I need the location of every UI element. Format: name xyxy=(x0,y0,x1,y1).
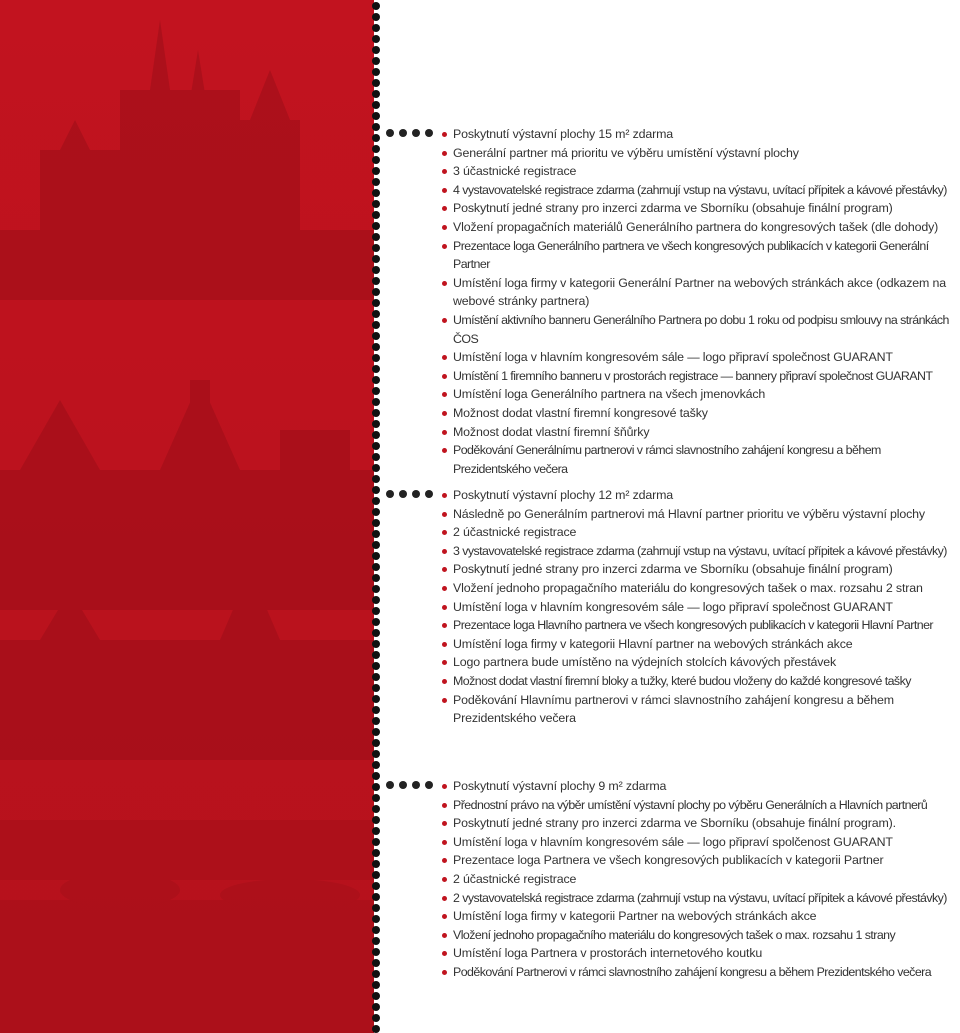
divider-dot xyxy=(372,2,380,10)
divider-dot xyxy=(372,761,380,769)
benefit-list-partner xyxy=(442,777,958,982)
divider-dot xyxy=(372,167,380,175)
list-item: Možnost dodat vlastní firemní šňůrky xyxy=(442,423,958,442)
list-item: Umístění loga Generálního partnera na všech jmenovkách xyxy=(442,385,958,404)
list-item: Vložení jednoho propagačního materiálu do kongresových tašek o max. rozsahu 1 strany xyxy=(442,926,958,945)
benefit-list-main xyxy=(442,486,958,728)
divider-dot xyxy=(372,926,380,934)
divider-dot xyxy=(372,145,380,153)
list-item: Umístění 1 firemního banneru v prostorách registrace — bannery připraví společnost GUARANT xyxy=(442,367,958,386)
divider-dot xyxy=(372,420,380,428)
divider-dot xyxy=(372,706,380,714)
divider-dot xyxy=(372,882,380,890)
divider-dot xyxy=(372,453,380,461)
list-item: 2 účastnické registrace xyxy=(442,870,958,889)
divider-dot xyxy=(372,871,380,879)
divider-dot xyxy=(372,68,380,76)
divider-dot xyxy=(372,893,380,901)
connector-dots-partner xyxy=(386,781,433,789)
divider-dot xyxy=(372,365,380,373)
divider-dot xyxy=(372,739,380,747)
divider-dot xyxy=(372,827,380,835)
list-item: Poskytnutí jedné strany pro inzerci zdarma ve Sborníku (obsahuje finální program). xyxy=(442,814,958,833)
divider-dot xyxy=(372,1025,380,1033)
list-item: Poděkování Partnerovi v rámci slavnostního zahájení kongresu a během Prezidentského večera xyxy=(442,963,958,982)
divider-dot xyxy=(372,24,380,32)
list-item: Poskytnutí výstavní plochy 12 m² zdarma xyxy=(442,486,958,505)
divider-dot xyxy=(372,486,380,494)
list-item: Poděkování Hlavnímu partnerovi v rámci slavnostního zahájení kongresu a během Prezidentského večera xyxy=(442,691,958,728)
divider-dot xyxy=(372,530,380,538)
divider-dot xyxy=(372,13,380,21)
list-item: 2 vystavovatelská registrace zdarma (zahrnují vstup na výstavu, uvítací přípitek a kávové přestávky) xyxy=(442,889,958,908)
divider-dot xyxy=(372,728,380,736)
list-item: Poskytnutí výstavní plochy 15 m² zdarma xyxy=(442,125,958,144)
divider-dot xyxy=(372,90,380,98)
list-item: Poskytnutí výstavní plochy 9 m² zdarma xyxy=(442,777,958,796)
divider-dot xyxy=(372,552,380,560)
divider-dot xyxy=(372,101,380,109)
divider-dot xyxy=(372,981,380,989)
list-item: 2 účastnické registrace xyxy=(442,523,958,542)
divider-dot xyxy=(372,134,380,142)
list-item: Umístění loga v hlavním kongresovém sále — logo připraví společnost GUARANT xyxy=(442,598,958,617)
divider-dot xyxy=(372,860,380,868)
divider-dot xyxy=(372,464,380,472)
list-item: Vložení propagačních materiálů Generálního partnera do kongresových tašek (dle dohody) xyxy=(442,218,958,237)
divider-dot xyxy=(372,508,380,516)
divider-dot xyxy=(372,1014,380,1022)
list-item: Umístění loga firmy v kategorii Generální Partner na webových stránkách akce (odkazem na webové stránky partnera) xyxy=(442,274,958,311)
list-item: Vložení jednoho propagačního materiálu do kongresových tašek o max. rozsahu 2 stran xyxy=(442,579,958,598)
list-item: Přednostní právo na výběr umístění výstavní plochy po výběru Generálních a Hlavních partnerů xyxy=(442,796,958,815)
benefit-list-general xyxy=(442,125,958,478)
divider-dot xyxy=(372,442,380,450)
list-item: Umístění loga firmy v kategorii Hlavní partner na webových stránkách akce xyxy=(442,635,958,654)
divider-dot xyxy=(372,332,380,340)
divider-dot xyxy=(372,475,380,483)
divider-dot xyxy=(372,222,380,230)
divider-dot xyxy=(372,684,380,692)
divider-dot xyxy=(372,431,380,439)
divider-dot xyxy=(372,563,380,571)
divider-dot xyxy=(372,772,380,780)
list-item: 3 účastnické registrace xyxy=(442,162,958,181)
divider-dot xyxy=(372,970,380,978)
divider-dot xyxy=(372,948,380,956)
list-item: Následně po Generálním partnerovi má Hlavní partner prioritu ve výběru výstavní plochy xyxy=(442,505,958,524)
list-item: Umístění loga firmy v kategorii Partner na webových stránkách akce xyxy=(442,907,958,926)
dotted-divider xyxy=(372,0,382,1033)
divider-dot xyxy=(372,409,380,417)
divider-dot xyxy=(372,651,380,659)
divider-dot xyxy=(372,596,380,604)
divider-dot xyxy=(372,574,380,582)
divider-dot xyxy=(372,244,380,252)
divider-dot xyxy=(372,321,380,329)
divider-dot xyxy=(372,112,380,120)
list-item: Umístění loga Partnera v prostorách internetového koutku xyxy=(442,944,958,963)
divider-dot xyxy=(372,695,380,703)
prague-skyline-background xyxy=(0,0,374,1033)
divider-dot xyxy=(372,35,380,43)
list-item: Poskytnutí jedné strany pro inzerci zdarma ve Sborníku (obsahuje finální program) xyxy=(442,199,958,218)
divider-dot xyxy=(372,233,380,241)
list-item: Možnost dodat vlastní firemní kongresové tašky xyxy=(442,404,958,423)
divider-dot xyxy=(372,156,380,164)
list-item: Poskytnutí jedné strany pro inzerci zdarma ve Sborníku (obsahuje finální program) xyxy=(442,560,958,579)
list-item: Umístění loga v hlavním kongresovém sále — logo připraví společnost GUARANT xyxy=(442,348,958,367)
divider-dot xyxy=(372,497,380,505)
list-item: Poděkování Generálnímu partnerovi v rámci slavnostního zahájení kongresu a během Prezidentského večera xyxy=(442,441,958,478)
left-red-panel xyxy=(0,0,374,1033)
divider-dot xyxy=(372,519,380,527)
list-item: 4 vystavovatelské registrace zdarma (zahrnují vstup na výstavu, uvítací přípitek a kávové přestávky) xyxy=(442,181,958,200)
divider-dot xyxy=(372,541,380,549)
divider-dot xyxy=(372,398,380,406)
list-item: Prezentace loga Generálního partnera ve všech kongresových publikacích v kategorii Generální Partner xyxy=(442,237,958,274)
divider-dot xyxy=(372,376,380,384)
list-item: Možnost dodat vlastní firemní bloky a tužky, které budou vloženy do každé kongresové tašky xyxy=(442,672,958,691)
divider-dot xyxy=(372,992,380,1000)
list-item: Umístění aktivního banneru Generálního Partnera po dobu 1 roku od podpisu smlouvy na stránkách ČOS xyxy=(442,311,958,348)
divider-dot xyxy=(372,915,380,923)
list-item: 3 vystavovatelské registrace zdarma (zahrnují vstup na výstavu, uvítací přípitek a kávové přestávky) xyxy=(442,542,958,561)
divider-dot xyxy=(372,673,380,681)
list-item: Umístění loga v hlavním kongresovém sále — logo připraví spolčenost GUARANT xyxy=(442,833,958,852)
divider-dot xyxy=(372,794,380,802)
divider-dot xyxy=(372,310,380,318)
divider-dot xyxy=(372,79,380,87)
list-item: Prezentace loga Hlavního partnera ve všech kongresových publikacích v kategorii Hlavní Partner xyxy=(442,616,958,635)
divider-dot xyxy=(372,640,380,648)
divider-dot xyxy=(372,816,380,824)
divider-dot xyxy=(372,959,380,967)
divider-dot xyxy=(372,277,380,285)
divider-dot xyxy=(372,178,380,186)
divider-dot xyxy=(372,607,380,615)
divider-dot xyxy=(372,904,380,912)
divider-dot xyxy=(372,354,380,362)
list-item: Logo partnera bude umístěno na výdejních stolcích kávových přestávek xyxy=(442,653,958,672)
divider-dot xyxy=(372,387,380,395)
divider-dot xyxy=(372,299,380,307)
list-item: Prezentace loga Partnera ve všech kongresových publikacích v kategorii Partner xyxy=(442,851,958,870)
divider-dot xyxy=(372,629,380,637)
divider-dot xyxy=(372,266,380,274)
connector-dots-general xyxy=(386,129,433,137)
divider-dot xyxy=(372,255,380,263)
divider-dot xyxy=(372,717,380,725)
divider-dot xyxy=(372,849,380,857)
divider-dot xyxy=(372,805,380,813)
divider-dot xyxy=(372,200,380,208)
divider-dot xyxy=(372,189,380,197)
divider-dot xyxy=(372,585,380,593)
divider-dot xyxy=(372,46,380,54)
divider-dot xyxy=(372,618,380,626)
divider-dot xyxy=(372,1003,380,1011)
divider-dot xyxy=(372,750,380,758)
connector-dots-main xyxy=(386,490,433,498)
divider-dot xyxy=(372,662,380,670)
divider-dot xyxy=(372,783,380,791)
divider-dot xyxy=(372,123,380,131)
divider-dot xyxy=(372,211,380,219)
divider-dot xyxy=(372,288,380,296)
divider-dot xyxy=(372,937,380,945)
divider-dot xyxy=(372,57,380,65)
list-item: Generální partner má prioritu ve výběru umístění výstavní plochy xyxy=(442,144,958,163)
divider-dot xyxy=(372,838,380,846)
divider-dot xyxy=(372,343,380,351)
